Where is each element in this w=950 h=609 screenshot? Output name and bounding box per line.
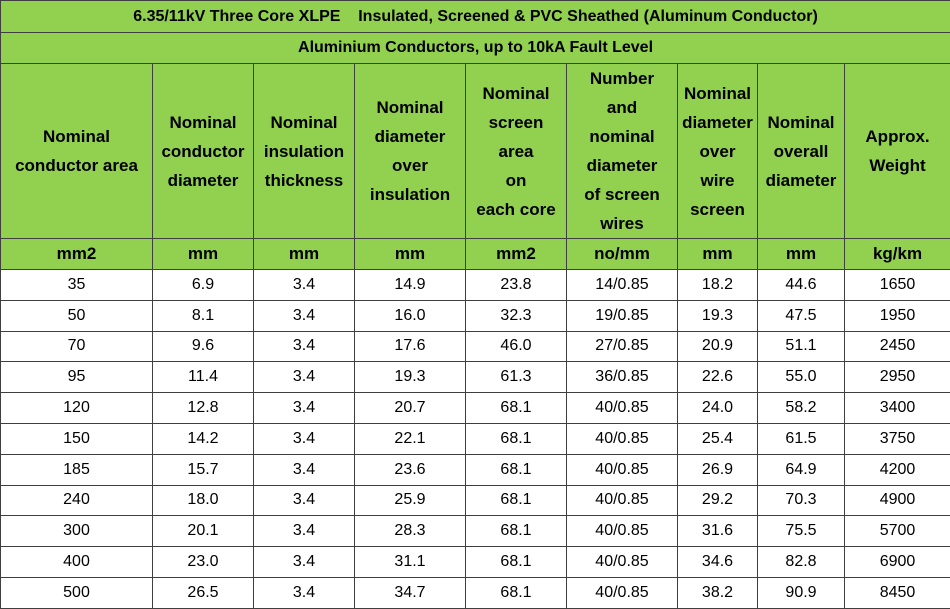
column-header-line: each core — [466, 195, 566, 224]
table-cell: 17.6 — [355, 331, 466, 362]
table-row — [1, 516, 950, 547]
table-cell: 68.1 — [466, 547, 567, 578]
table-cell: 55.0 — [758, 362, 845, 393]
column-header — [567, 64, 678, 239]
table-cell: 3.4 — [254, 362, 355, 393]
table-cell: 40/0.85 — [567, 516, 678, 547]
column-header-line: diameter — [678, 108, 757, 137]
column-header-line: wire — [678, 166, 757, 195]
table-cell: 90.9 — [758, 577, 845, 608]
table-cell: 50 — [1, 300, 153, 331]
table-cell: 70 — [1, 331, 153, 362]
column-header-line: conductor — [153, 137, 253, 166]
table-cell: 14.2 — [153, 423, 254, 454]
table-cell: 82.8 — [758, 547, 845, 578]
table-cell: 34.6 — [678, 547, 758, 578]
table-cell: 19/0.85 — [567, 300, 678, 331]
column-header-line: over — [355, 151, 465, 180]
column-header-line: diameter — [153, 166, 253, 195]
table-cell: 15.7 — [153, 454, 254, 485]
column-header-line: area — [466, 137, 566, 166]
table-cell: 3.4 — [254, 393, 355, 424]
table-cell: 11.4 — [153, 362, 254, 393]
table-cell: 35 — [1, 270, 153, 301]
table-cell: 31.1 — [355, 547, 466, 578]
table-cell: 61.5 — [758, 423, 845, 454]
table-cell: 300 — [1, 516, 153, 547]
table-cell: 240 — [1, 485, 153, 516]
table-row — [1, 485, 950, 516]
column-header-line: insulation — [254, 137, 354, 166]
column-header-line: Nominal — [466, 79, 566, 108]
table-cell: 3.4 — [254, 300, 355, 331]
unit-cell: kg/km — [845, 239, 950, 270]
table-cell: 47.5 — [758, 300, 845, 331]
column-header-line: wires — [567, 209, 677, 238]
table-cell: 6.9 — [153, 270, 254, 301]
table-cell: 3.4 — [254, 485, 355, 516]
table-cell: 68.1 — [466, 577, 567, 608]
column-header-line: and — [567, 93, 677, 122]
table-cell: 2950 — [845, 362, 950, 393]
table-cell: 120 — [1, 393, 153, 424]
units-row — [1, 239, 950, 270]
table-cell: 3.4 — [254, 331, 355, 362]
table-cell: 61.3 — [466, 362, 567, 393]
table-cell: 36/0.85 — [567, 362, 678, 393]
table-row — [1, 577, 950, 608]
table-cell: 34.7 — [355, 577, 466, 608]
column-header-line: diameter — [758, 166, 844, 195]
table-cell: 23.6 — [355, 454, 466, 485]
table-cell: 25.9 — [355, 485, 466, 516]
table-cell: 25.4 — [678, 423, 758, 454]
table-cell: 3400 — [845, 393, 950, 424]
table-cell: 14.9 — [355, 270, 466, 301]
table-cell: 3.4 — [254, 516, 355, 547]
table-cell: 26.9 — [678, 454, 758, 485]
column-header — [678, 64, 758, 239]
table-cell: 185 — [1, 454, 153, 485]
table-cell: 58.2 — [758, 393, 845, 424]
column-header-line: insulation — [355, 180, 465, 209]
table-cell: 40/0.85 — [567, 577, 678, 608]
unit-cell: mm — [153, 239, 254, 270]
table-cell: 27/0.85 — [567, 331, 678, 362]
table-cell: 22.1 — [355, 423, 466, 454]
unit-cell: mm — [254, 239, 355, 270]
table-cell: 68.1 — [466, 516, 567, 547]
column-header — [254, 64, 355, 239]
table-cell: 51.1 — [758, 331, 845, 362]
table-cell: 40/0.85 — [567, 547, 678, 578]
table-cell: 150 — [1, 423, 153, 454]
column-header — [1, 64, 153, 239]
table-cell: 28.3 — [355, 516, 466, 547]
table-cell: 500 — [1, 577, 153, 608]
table-cell: 64.9 — [758, 454, 845, 485]
table-cell: 40/0.85 — [567, 423, 678, 454]
table-cell: 40/0.85 — [567, 454, 678, 485]
unit-cell: mm — [355, 239, 466, 270]
table-cell: 3.4 — [254, 547, 355, 578]
table-cell: 44.6 — [758, 270, 845, 301]
unit-cell: no/mm — [567, 239, 678, 270]
column-header — [355, 64, 466, 239]
column-header-line: Number — [567, 64, 677, 93]
table-subtitle — [1, 33, 950, 64]
table-cell: 16.0 — [355, 300, 466, 331]
table-cell: 3.4 — [254, 454, 355, 485]
table-row — [1, 423, 950, 454]
table-row — [1, 547, 950, 578]
column-header — [845, 64, 950, 239]
table-row — [1, 393, 950, 424]
unit-cell: mm — [758, 239, 845, 270]
column-header-line: Approx. — [845, 122, 950, 151]
column-header-line: diameter — [355, 122, 465, 151]
table-cell: 18.2 — [678, 270, 758, 301]
table-cell: 46.0 — [466, 331, 567, 362]
column-header-line: Nominal — [153, 108, 253, 137]
table-cell: 8450 — [845, 577, 950, 608]
column-header-line: diameter — [567, 151, 677, 180]
column-header-line: Nominal — [1, 122, 152, 151]
table-row — [1, 300, 950, 331]
column-header-line: thickness — [254, 166, 354, 195]
column-header-line: Nominal — [355, 93, 465, 122]
table-cell: 3.4 — [254, 577, 355, 608]
column-header-line: of screen — [567, 180, 677, 209]
table-subtitle-text: Aluminium Conductors, up to 10kA Fault Level — [298, 39, 653, 56]
table-title — [1, 1, 950, 33]
column-header — [466, 64, 567, 239]
header-row — [1, 64, 950, 239]
table-cell: 9.6 — [153, 331, 254, 362]
table-cell: 4200 — [845, 454, 950, 485]
table-cell: 20.1 — [153, 516, 254, 547]
table-cell: 95 — [1, 362, 153, 393]
table-cell: 5700 — [845, 516, 950, 547]
unit-cell: mm2 — [1, 239, 153, 270]
table-cell: 38.2 — [678, 577, 758, 608]
column-header-line: Nominal — [254, 108, 354, 137]
table-cell: 400 — [1, 547, 153, 578]
column-header-line: Nominal — [758, 108, 844, 137]
table-cell: 20.9 — [678, 331, 758, 362]
column-header — [758, 64, 845, 239]
table-cell: 26.5 — [153, 577, 254, 608]
table-cell: 32.3 — [466, 300, 567, 331]
table-cell: 3.4 — [254, 270, 355, 301]
column-header-line: over — [678, 137, 757, 166]
table-row — [1, 331, 950, 362]
column-header-line: nominal — [567, 122, 677, 151]
table-cell: 24.0 — [678, 393, 758, 424]
table-cell: 2450 — [845, 331, 950, 362]
table-cell: 1650 — [845, 270, 950, 301]
table-cell: 6900 — [845, 547, 950, 578]
table-cell: 12.8 — [153, 393, 254, 424]
table-cell: 68.1 — [466, 393, 567, 424]
table-cell: 23.8 — [466, 270, 567, 301]
column-header-line: Nominal — [678, 79, 757, 108]
table-cell: 19.3 — [355, 362, 466, 393]
column-header-line: screen — [678, 195, 757, 224]
table-row — [1, 362, 950, 393]
table-cell: 1950 — [845, 300, 950, 331]
unit-cell: mm — [678, 239, 758, 270]
column-header-line: conductor area — [1, 151, 152, 180]
table-cell: 75.5 — [758, 516, 845, 547]
table-cell: 29.2 — [678, 485, 758, 516]
column-header — [153, 64, 254, 239]
table-cell: 22.6 — [678, 362, 758, 393]
column-header-line: overall — [758, 137, 844, 166]
table-cell: 70.3 — [758, 485, 845, 516]
table-cell: 40/0.85 — [567, 485, 678, 516]
table-cell: 23.0 — [153, 547, 254, 578]
table-cell: 3750 — [845, 423, 950, 454]
table-cell: 68.1 — [466, 454, 567, 485]
column-header-line: Weight — [845, 151, 950, 180]
table-row — [1, 454, 950, 485]
table-cell: 14/0.85 — [567, 270, 678, 301]
table-cell: 8.1 — [153, 300, 254, 331]
table-cell: 3.4 — [254, 423, 355, 454]
table-cell: 68.1 — [466, 485, 567, 516]
column-header-line: screen — [466, 108, 566, 137]
column-header-line: on — [466, 166, 566, 195]
table-cell: 4900 — [845, 485, 950, 516]
table-title-text: 6.35/11kV Three Core XLPE Insulated, Screened & PVC Sheathed (Aluminum Conductor) — [133, 8, 818, 25]
table-cell: 68.1 — [466, 423, 567, 454]
table-row — [1, 270, 950, 301]
table-cell: 20.7 — [355, 393, 466, 424]
table-cell: 19.3 — [678, 300, 758, 331]
unit-cell: mm2 — [466, 239, 567, 270]
table-cell: 31.6 — [678, 516, 758, 547]
table-cell: 18.0 — [153, 485, 254, 516]
table-cell: 40/0.85 — [567, 393, 678, 424]
